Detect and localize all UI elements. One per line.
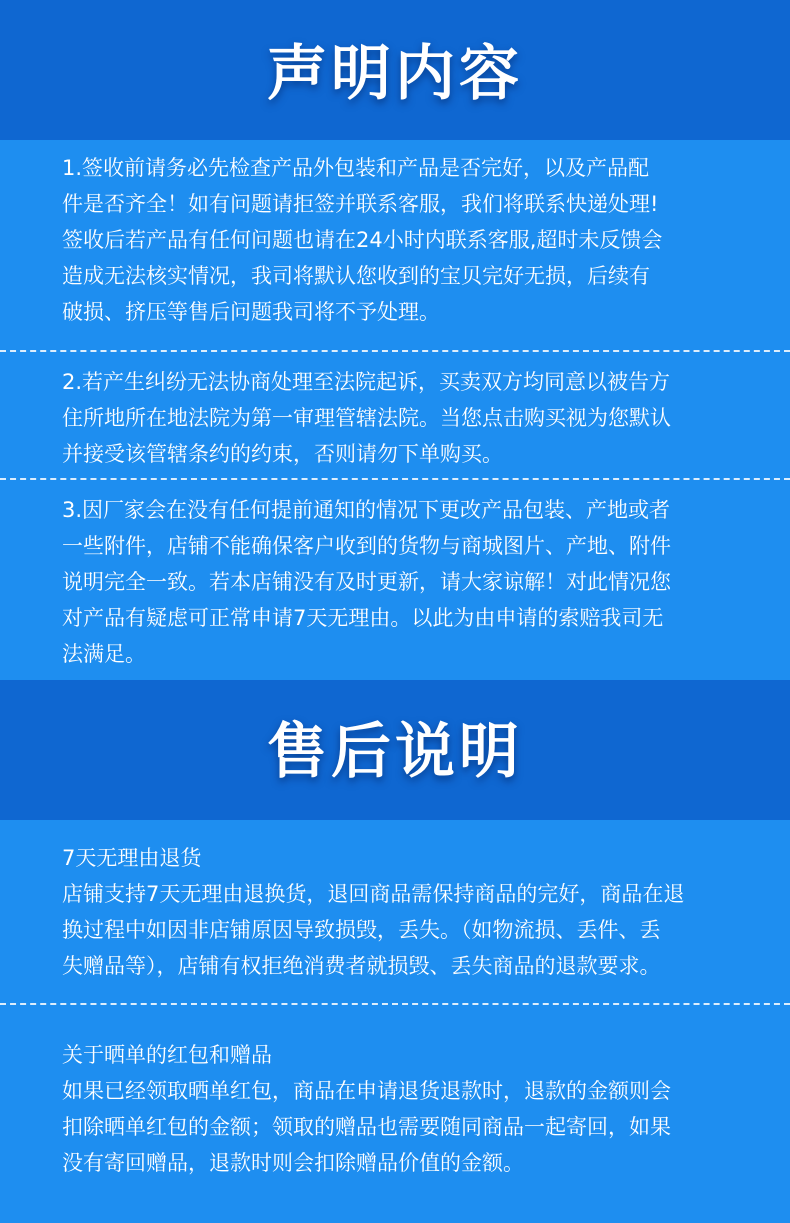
divider bbox=[0, 350, 790, 352]
disclaimer-item-1-line: 造成无法核实情况，我司将默认您收到的宝贝完好无损，后续有 bbox=[62, 264, 650, 288]
gift-policy bbox=[62, 1037, 762, 1181]
disclaimer-item-1-line: 破损、挤压等售后问题我司将不予处理。 bbox=[62, 300, 440, 324]
disclaimer-title: 声明内容 bbox=[267, 39, 523, 109]
gift-policy-line: 如果已经领取晒单红包，商品在申请退货退款时，退款的金额则会 bbox=[62, 1079, 671, 1103]
divider bbox=[0, 1003, 790, 1005]
return-policy-line: 换过程中如因非店铺原因导致损毁，丢失。（如物流损、丢件、丢 bbox=[62, 918, 661, 942]
disclaimer-item-2-line: 住所地所在地法院为第一审理管辖法院。当您点击购买视为您默认 bbox=[62, 406, 671, 430]
gift-policy-heading: 关于晒单的红包和赠品 bbox=[62, 1043, 272, 1067]
disclaimer-item-3-line: 3.因厂家会在没有任何提前通知的情况下更改产品包装、产地或者 bbox=[62, 498, 671, 522]
disclaimer-item-3 bbox=[62, 492, 762, 672]
return-policy-heading: 7天无理由退货 bbox=[62, 846, 202, 870]
divider bbox=[0, 478, 790, 480]
disclaimer-item-1-line: 1.签收前请务必先检查产品外包装和产品是否完好，以及产品配 bbox=[62, 156, 650, 180]
disclaimer-item-1-line: 件是否齐全！如有问题请拒签并联系客服，我们将联系快递处理! bbox=[62, 192, 659, 216]
gift-policy-line: 没有寄回赠品，退款时则会扣除赠品价值的金额。 bbox=[62, 1151, 524, 1175]
disclaimer-item-3-line: 对产品有疑虑可正常申请7天无理由。以此为由申请的索赔我司无 bbox=[62, 606, 664, 630]
disclaimer-item-1 bbox=[62, 150, 762, 330]
disclaimer-item-2 bbox=[62, 364, 762, 472]
return-policy bbox=[62, 840, 762, 984]
return-policy-line: 失赠品等），店铺有权拒绝消费者就损毁、丢失商品的退款要求。 bbox=[62, 954, 661, 978]
disclaimer-item-1-line: 签收后若产品有任何问题也请在24小时内联系客服,超时未反馈会 bbox=[62, 228, 663, 252]
disclaimer-item-3-line: 说明完全一致。若本店铺没有及时更新，请大家谅解！对此情况您 bbox=[62, 570, 671, 594]
disclaimer-item-2-line: 并接受该管辖条约的约束，否则请勿下单购买。 bbox=[62, 442, 503, 466]
disclaimer-item-2-line: 2.若产生纠纷无法协商处理至法院起诉，买卖双方均同意以被告方 bbox=[62, 370, 671, 394]
disclaimer-item-3-line: 法满足。 bbox=[62, 642, 146, 666]
gift-policy-line: 扣除晒单红包的金额；领取的赠品也需要随同商品一起寄回，如果 bbox=[62, 1115, 671, 1139]
after-sales-title: 售后说明 bbox=[267, 717, 523, 787]
return-policy-line: 店铺支持7天无理由退换货，退回商品需保持商品的完好，商品在退 bbox=[62, 882, 685, 906]
disclaimer-item-3-line: 一些附件，店铺不能确保客户收到的货物与商城图片、产地、附件 bbox=[62, 534, 671, 558]
